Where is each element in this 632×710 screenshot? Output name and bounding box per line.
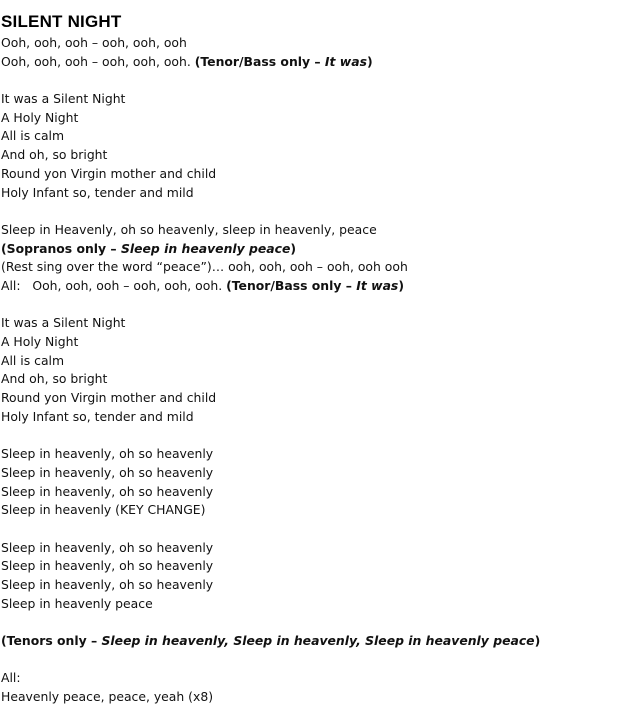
note-suffix: )	[534, 633, 541, 648]
intro-line-2	[1, 53, 627, 72]
verse2-line: Holy Infant so, tender and mild	[1, 408, 194, 424]
sleep-block1-line: Sleep in heavenly, oh so heavenly	[1, 483, 214, 499]
sleep-block2-line: Sleep in heavenly peace	[1, 595, 153, 611]
rest-sing-line: (Rest sing over the word “peace”)… ooh, ooh, ooh – ooh, ooh ooh	[1, 259, 408, 275]
verse2-line: And oh, so bright	[1, 371, 108, 387]
all-line	[1, 277, 627, 296]
finale-label: All:	[1, 670, 21, 686]
verse1-line: And oh, so bright	[1, 147, 108, 163]
tenors-note	[1, 632, 627, 651]
note-prefix: (Sopranos only –	[1, 240, 121, 256]
note-italic: It was	[324, 53, 367, 69]
verse2-line: A Holy Night	[1, 334, 79, 349]
sleep-block2-line: Sleep in heavenly, oh so heavenly	[1, 576, 214, 592]
spacer	[1, 296, 627, 315]
all-line-text: All: Ooh, ooh, ooh – ooh, ooh, ooh.	[1, 277, 227, 293]
intro-line-1: Ooh, ooh, ooh – ooh, ooh, ooh	[1, 35, 187, 50]
verse2-line: It was a Silent Night	[1, 315, 126, 331]
note-prefix: (Tenor/Bass only –	[194, 53, 325, 69]
spacer	[1, 202, 627, 221]
lyrics-document	[1, 10, 627, 707]
verse1-line: All is calm	[1, 128, 65, 144]
spacer	[1, 613, 627, 632]
sleep-block2-line: Sleep in heavenly, oh so heavenly	[1, 558, 214, 574]
tenor-bass-note	[195, 54, 373, 69]
sleep-block2-line: Sleep in heavenly, oh so heavenly	[1, 539, 214, 555]
note-prefix: (Tenors only –	[1, 633, 102, 648]
verse1-line: Holy Infant so, tender and mild	[1, 184, 194, 200]
song-title: SILENT NIGHT	[1, 12, 122, 31]
verse1-line: A Holy Night	[1, 109, 79, 125]
sleep-block1-line: Sleep in heavenly (KEY CHANGE)	[1, 502, 206, 518]
sleep-block1-line: Sleep in heavenly, oh so heavenly	[1, 446, 214, 462]
verse2-line: Round yon Virgin mother and child	[1, 390, 217, 406]
note-italic: Sleep in heavenly, Sleep in heavenly, Sleep in heavenly peace	[101, 633, 535, 648]
note-suffix: )	[290, 240, 297, 256]
tenor-bass-note	[226, 278, 404, 293]
intro-line-2-text: Ooh, ooh, ooh – ooh, ooh, ooh.	[1, 53, 195, 69]
spacer	[1, 71, 627, 90]
verse1-line: Round yon Virgin mother and child	[1, 165, 217, 181]
note-suffix: )	[366, 53, 373, 69]
note-suffix: )	[398, 277, 404, 293]
note-prefix: (Tenor/Bass only –	[226, 277, 357, 293]
finale-line: Heavenly peace, peace, yeah (x8)	[1, 689, 214, 705]
spacer	[1, 520, 627, 539]
verse2-line: All is calm	[1, 352, 65, 368]
note-italic: It was	[356, 277, 399, 293]
sleep-block1-line: Sleep in heavenly, oh so heavenly	[1, 464, 214, 480]
note-italic: Sleep in heavenly peace	[120, 240, 291, 256]
spacer	[1, 426, 627, 445]
soprano-note	[1, 240, 627, 259]
verse1-line: It was a Silent Night	[1, 91, 126, 107]
spacer	[1, 651, 627, 670]
chorus1-line-1: Sleep in Heavenly, oh so heavenly, sleep in heavenly, peace	[1, 221, 377, 237]
